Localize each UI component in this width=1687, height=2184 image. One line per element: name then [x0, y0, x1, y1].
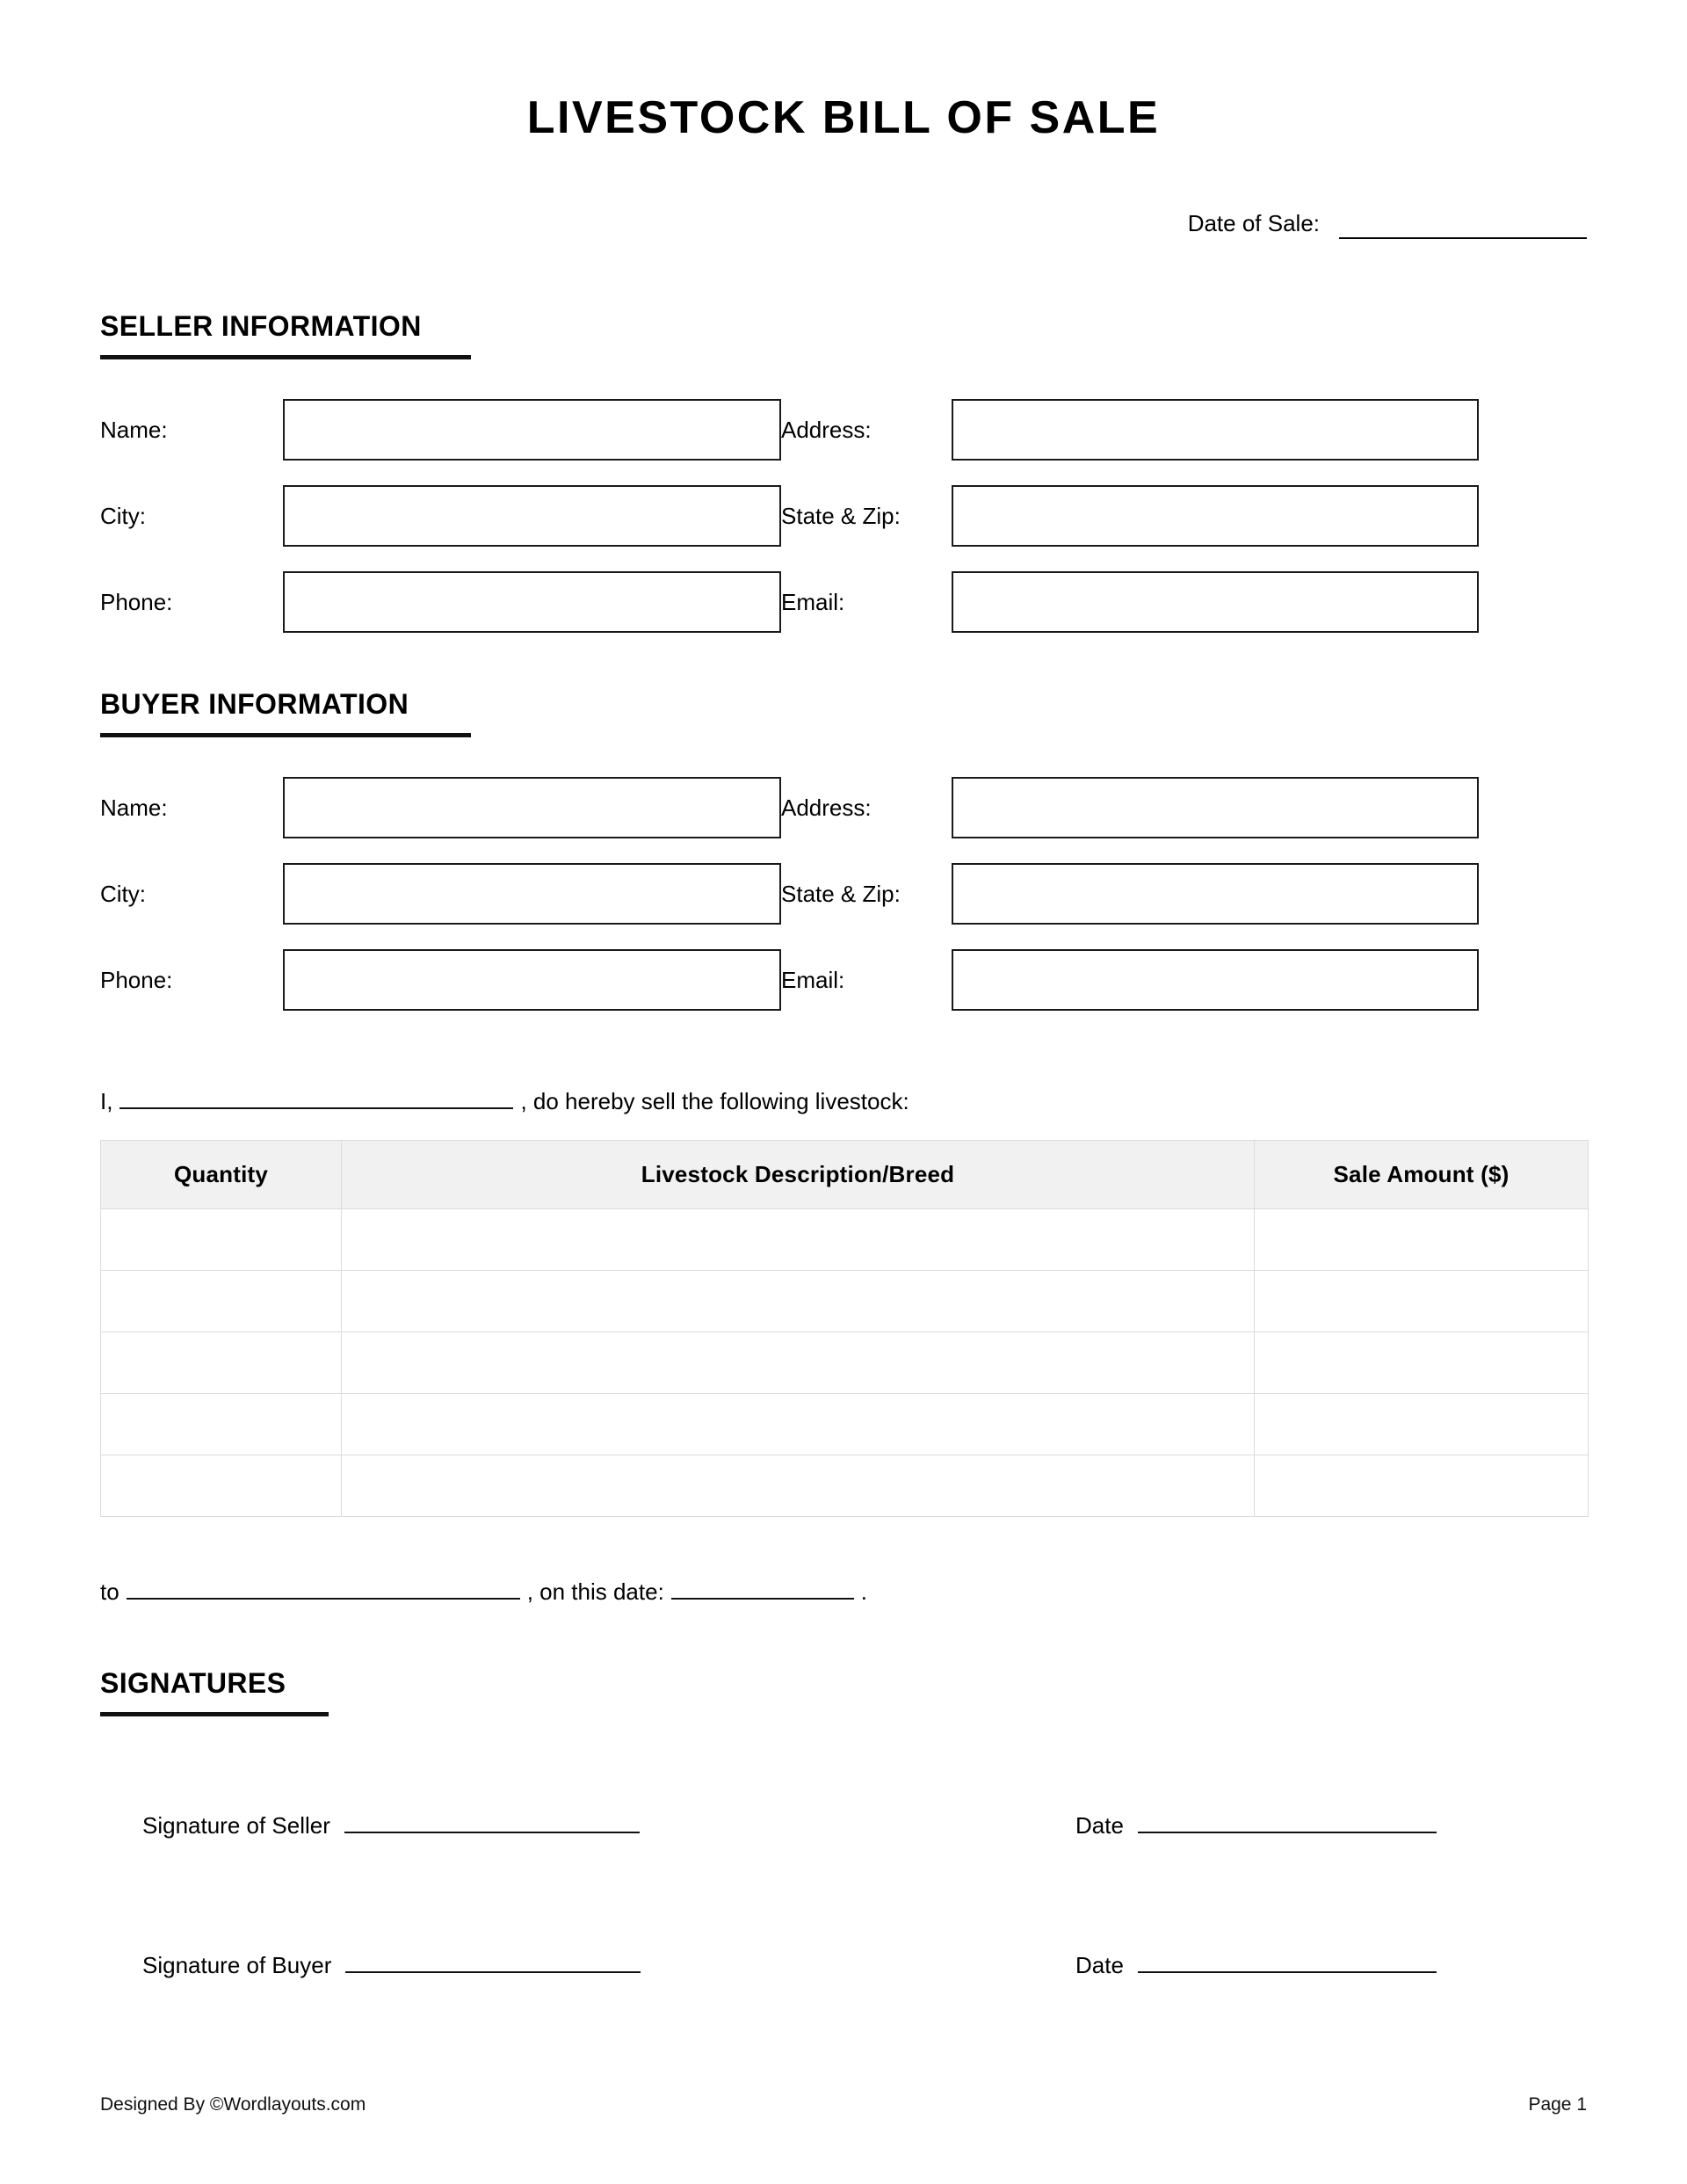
transfer-statement — [100, 1573, 867, 1607]
date-of-sale-field — [1188, 209, 1587, 239]
cell-description[interactable] — [342, 1394, 1255, 1455]
signature-of-buyer-input[interactable] — [345, 1948, 641, 1973]
buyer-statezip-label: State & Zip: — [781, 881, 901, 907]
buyer-row-phone-email — [100, 949, 1588, 1011]
column-header-description: Livestock Description/Breed — [342, 1141, 1255, 1209]
buyer-phone-field — [100, 949, 781, 1011]
signature-seller-row — [100, 1809, 1588, 1860]
seller-statezip-label: State & Zip: — [781, 503, 901, 529]
table-row — [101, 1271, 1589, 1332]
livestock-table — [100, 1140, 1589, 1517]
cell-quantity[interactable] — [101, 1271, 342, 1332]
signature-of-seller-label: Signature of Seller — [142, 1812, 330, 1839]
transfer-statement-buyer-name-input[interactable] — [127, 1573, 520, 1600]
cell-sale-amount[interactable] — [1255, 1271, 1589, 1332]
cell-quantity[interactable] — [101, 1455, 342, 1517]
buyer-address-input[interactable] — [952, 777, 1479, 838]
seller-date-input[interactable] — [1138, 1809, 1437, 1833]
seller-statezip-input[interactable] — [952, 485, 1479, 547]
signatures-section-title: SIGNATURES — [100, 1667, 286, 1699]
buyer-phone-label: Phone: — [100, 967, 173, 993]
seller-phone-field — [100, 571, 781, 633]
buyer-row-city-statezip — [100, 863, 1588, 925]
seller-address-field — [781, 399, 1588, 461]
buyer-email-input[interactable] — [952, 949, 1479, 1011]
cell-sale-amount[interactable] — [1255, 1209, 1589, 1271]
table-row — [101, 1332, 1589, 1394]
sell-statement-seller-name-input[interactable] — [119, 1083, 513, 1109]
page-title: LIVESTOCK BILL OF SALE — [526, 92, 1161, 143]
signature-of-buyer-label: Signature of Buyer — [142, 1952, 332, 1978]
column-header-quantity: Quantity — [101, 1141, 342, 1209]
footer-credit: Designed By ©Wordlayouts.com — [100, 2094, 366, 2115]
cell-sale-amount[interactable] — [1255, 1332, 1589, 1394]
seller-email-input[interactable] — [952, 571, 1479, 633]
signature-buyer-row — [100, 1948, 1588, 1999]
seller-city-label: City: — [100, 503, 146, 529]
buyer-information-heading — [100, 687, 471, 737]
buyer-date-label: Date — [1075, 1952, 1124, 1978]
buyer-address-label: Address: — [781, 795, 872, 821]
table-row — [101, 1394, 1589, 1455]
seller-name-label: Name: — [100, 417, 168, 443]
cell-quantity[interactable] — [101, 1332, 342, 1394]
seller-row-name-address — [100, 399, 1588, 461]
transfer-statement-date-input[interactable] — [671, 1573, 854, 1600]
date-of-sale-label: Date of Sale: — [1187, 210, 1320, 236]
sell-statement — [100, 1083, 909, 1116]
buyer-phone-input[interactable] — [283, 949, 781, 1011]
livestock-table-header-row — [101, 1141, 1589, 1209]
signatures-heading — [100, 1666, 329, 1716]
seller-section-title: SELLER INFORMATION — [100, 310, 422, 342]
cell-sale-amount[interactable] — [1255, 1455, 1589, 1517]
cell-description[interactable] — [342, 1271, 1255, 1332]
seller-address-input[interactable] — [952, 399, 1479, 461]
buyer-name-field — [100, 777, 781, 838]
transfer-statement-prefix: to — [100, 1578, 119, 1605]
buyer-date-input[interactable] — [1138, 1948, 1437, 1973]
seller-phone-label: Phone: — [100, 589, 173, 615]
seller-name-field — [100, 399, 781, 461]
cell-description[interactable] — [342, 1209, 1255, 1271]
seller-address-label: Address: — [781, 417, 872, 443]
buyer-fields-block — [100, 777, 1588, 1011]
cell-description[interactable] — [342, 1332, 1255, 1394]
seller-information-heading — [100, 309, 471, 359]
signature-of-seller-input[interactable] — [344, 1809, 640, 1833]
buyer-statezip-input[interactable] — [952, 863, 1479, 925]
transfer-statement-middle: , on this date: — [526, 1578, 664, 1605]
buyer-email-label: Email: — [781, 967, 845, 993]
seller-name-input[interactable] — [283, 399, 781, 461]
sell-statement-suffix: , do hereby sell the following livestock: — [520, 1088, 909, 1114]
table-row — [101, 1455, 1589, 1517]
cell-sale-amount[interactable] — [1255, 1394, 1589, 1455]
buyer-city-label: City: — [100, 881, 146, 907]
seller-statezip-field — [781, 485, 1588, 547]
buyer-section-divider — [100, 733, 471, 737]
seller-fields-block — [100, 399, 1588, 633]
seller-city-field — [100, 485, 781, 547]
footer-page-number: Page 1 — [1528, 2094, 1587, 2115]
column-header-sale-amount: Sale Amount ($) — [1255, 1141, 1589, 1209]
buyer-name-label: Name: — [100, 795, 168, 821]
cell-description[interactable] — [342, 1455, 1255, 1517]
page-footer — [100, 2093, 1587, 2116]
buyer-city-input[interactable] — [283, 863, 781, 925]
seller-email-field — [781, 571, 1588, 633]
seller-city-input[interactable] — [283, 485, 781, 547]
seller-phone-input[interactable] — [283, 571, 781, 633]
buyer-section-title: BUYER INFORMATION — [100, 688, 409, 720]
buyer-city-field — [100, 863, 781, 925]
seller-row-phone-email — [100, 571, 1588, 633]
sell-statement-prefix: I, — [100, 1088, 113, 1114]
signatures-section-divider — [100, 1712, 329, 1716]
seller-email-label: Email: — [781, 589, 845, 615]
seller-section-divider — [100, 355, 471, 359]
date-of-sale-input[interactable] — [1339, 213, 1587, 239]
table-row — [101, 1209, 1589, 1271]
seller-row-city-statezip — [100, 485, 1588, 547]
cell-quantity[interactable] — [101, 1394, 342, 1455]
buyer-email-field — [781, 949, 1588, 1011]
seller-date-label: Date — [1075, 1812, 1124, 1839]
cell-quantity[interactable] — [101, 1209, 342, 1271]
buyer-address-field — [781, 777, 1588, 838]
transfer-statement-suffix: . — [860, 1578, 868, 1605]
buyer-row-name-address — [100, 777, 1588, 838]
buyer-statezip-field — [781, 863, 1588, 925]
buyer-name-input[interactable] — [283, 777, 781, 838]
